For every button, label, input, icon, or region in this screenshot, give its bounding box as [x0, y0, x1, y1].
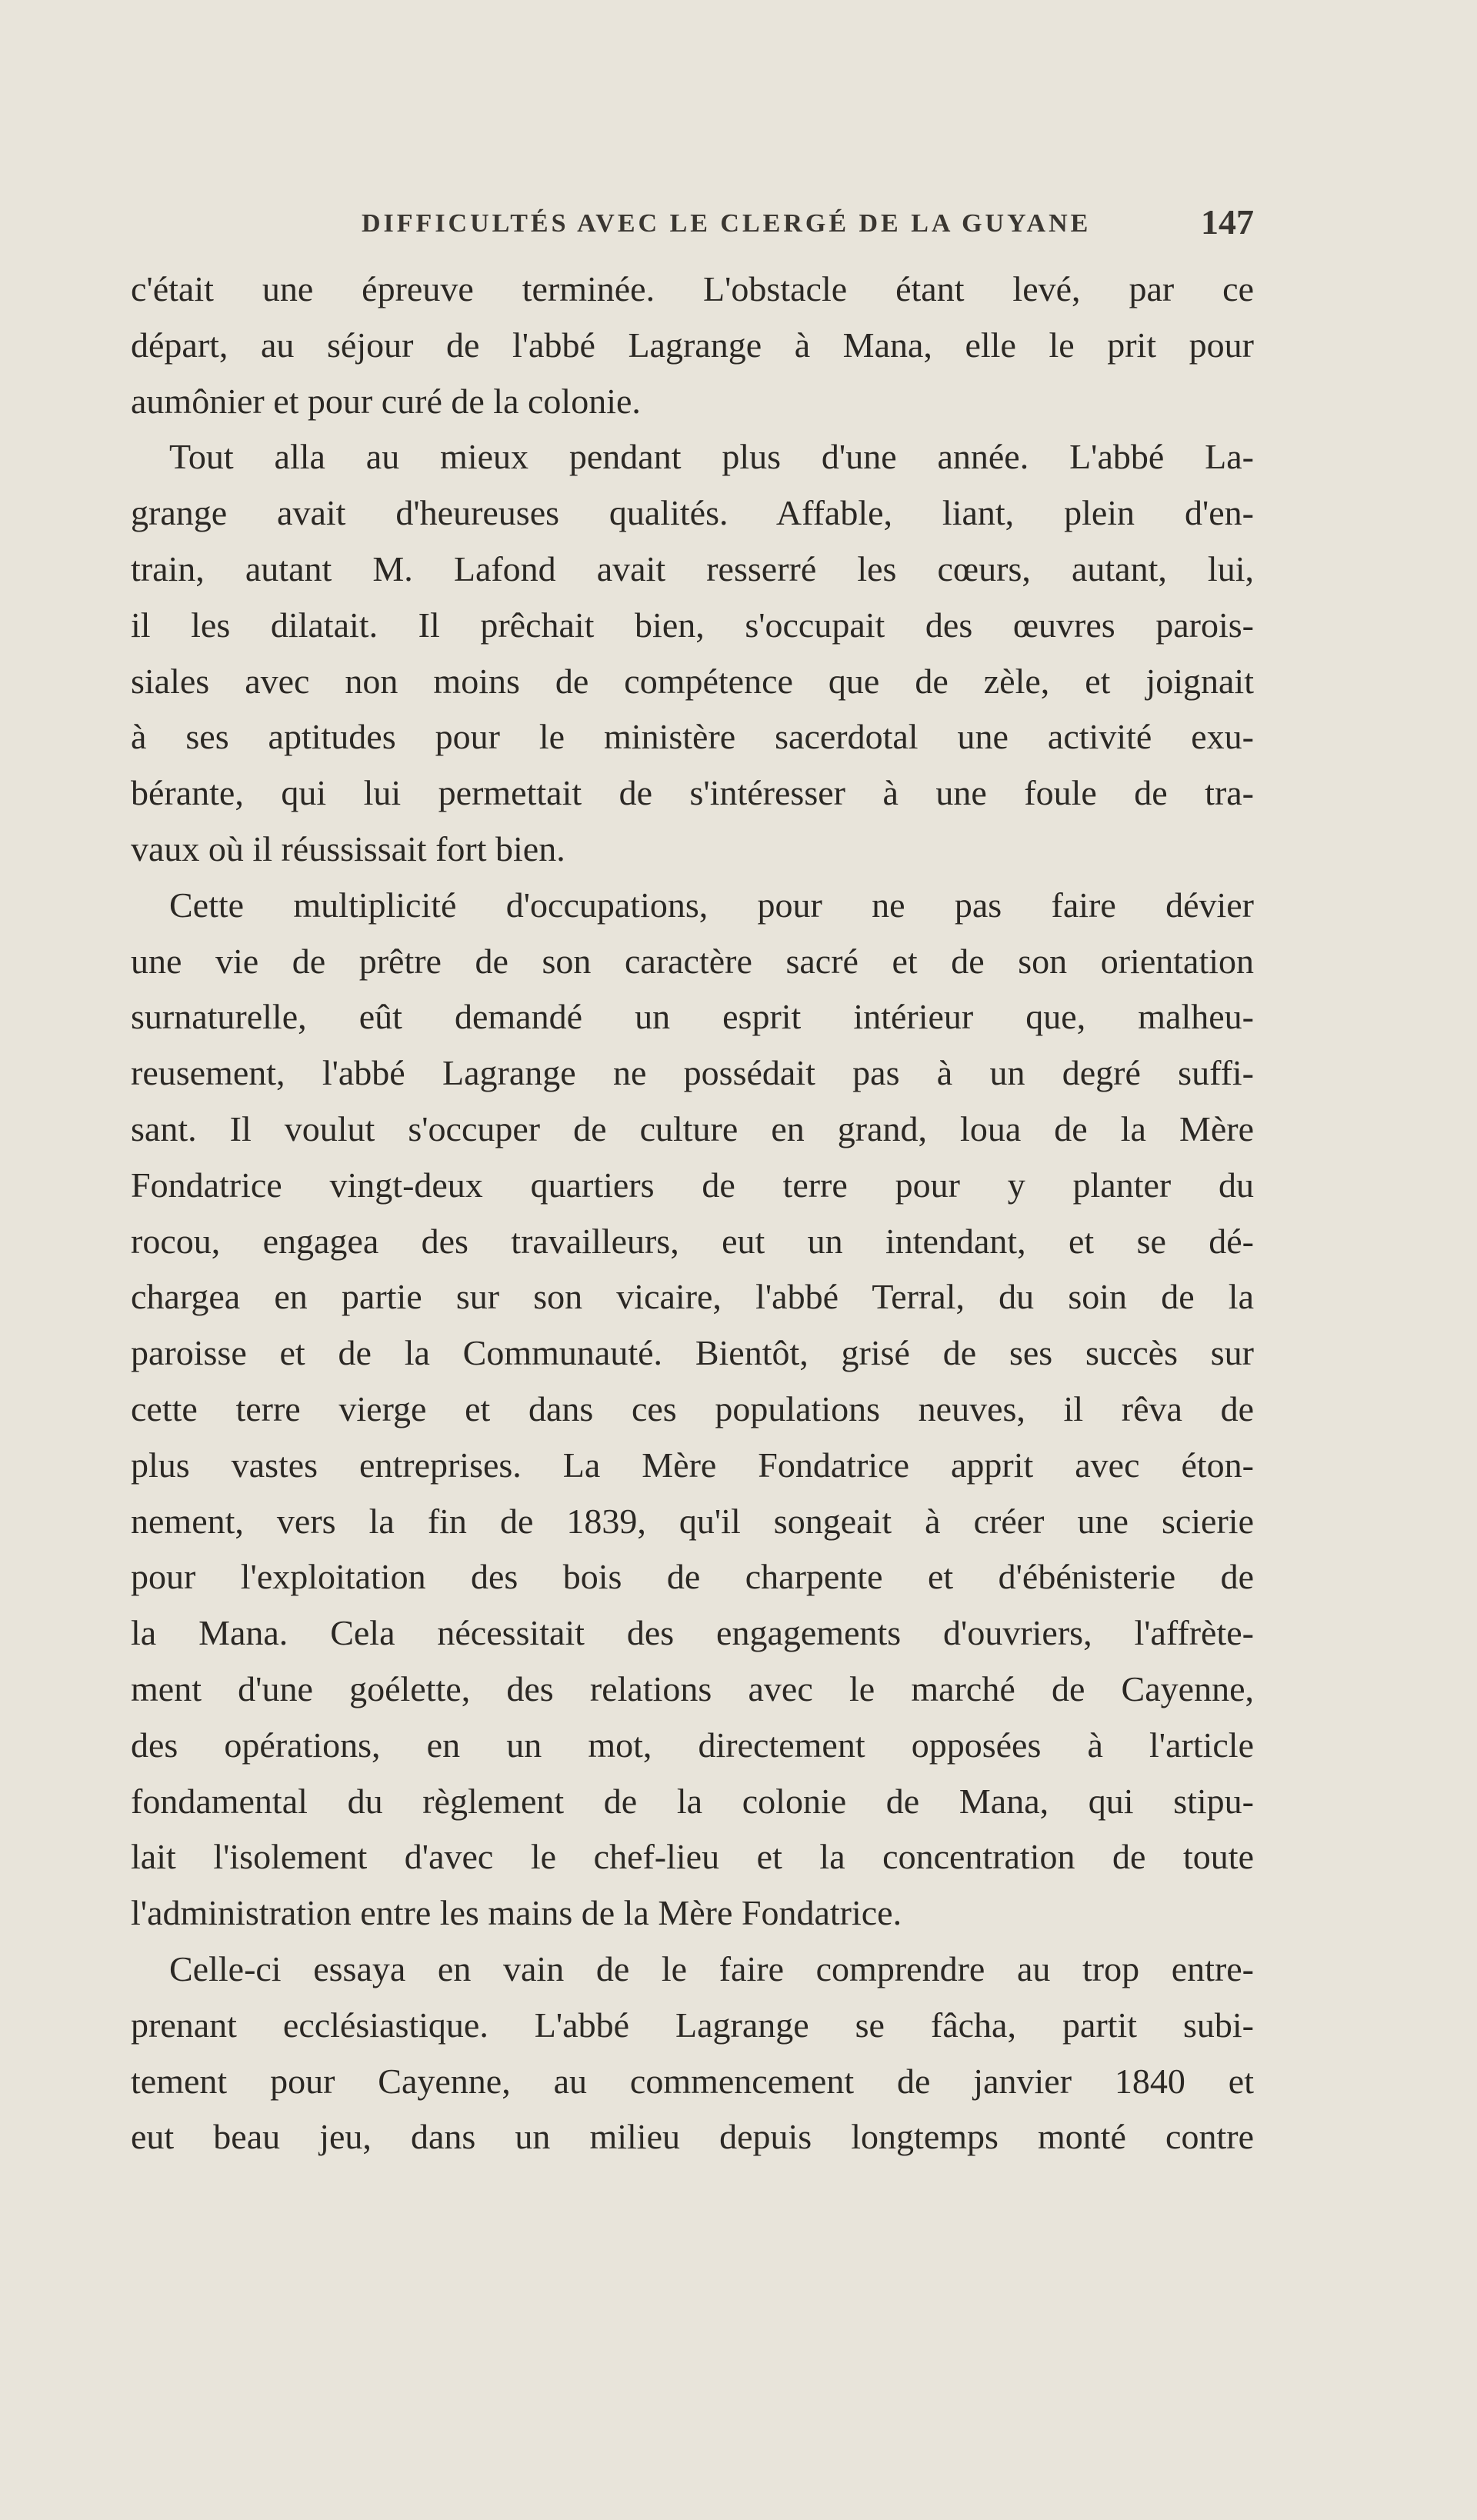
text-line: chargea en partie sur son vicaire, l'abbé Terral, du soin de la — [131, 1277, 1254, 1317]
text-line: vaux où il réussissait fort bien. — [131, 828, 565, 868]
text-line: Cette multiplicité d'occupations, pour ne pas faire dévier — [169, 885, 1254, 925]
text-line: pour l'exploitation des bois de charpente et d'ébénisterie de — [131, 1557, 1254, 1597]
text-line: une vie de prêtre de son caractère sacré et de son orientation — [131, 941, 1254, 981]
text-line: plus vastes entreprises. La Mère Fondatrice apprit avec éton- — [131, 1445, 1254, 1485]
text-line: à ses aptitudes pour le ministère sacerdotal une activité exu- — [131, 717, 1254, 757]
text-line: grange avait d'heureuses qualités. Affable, liant, plein d'en- — [131, 493, 1254, 533]
text-line: rocou, engagea des travailleurs, eut un intendant, et se dé- — [131, 1221, 1254, 1261]
text-line: des opérations, en un mot, directement opposées à l'article — [131, 1725, 1254, 1765]
text-line: Celle-ci essaya en vain de le faire comprendre au trop entre- — [169, 1948, 1254, 1988]
text-line: Fondatrice vingt-deux quartiers de terre pour y planter du — [131, 1165, 1254, 1205]
text-line: la Mana. Cela nécessitait des engagements d'ouvriers, l'affrète- — [131, 1613, 1254, 1653]
text-line: nement, vers la fin de 1839, qu'il songeait à créer une scierie — [131, 1501, 1254, 1541]
text-line: paroisse et de la Communauté. Bientôt, grisé de ses succès sur — [131, 1333, 1254, 1373]
text-line: lait l'isolement d'avec le chef-lieu et la concentration de toute — [131, 1837, 1254, 1877]
text-line: train, autant M. Lafond avait resserré les cœurs, autant, lui, — [131, 548, 1254, 588]
page-number: 147 — [1201, 202, 1254, 242]
running-head — [131, 202, 1254, 248]
running-title: DIFFICULTÉS AVEC LE CLERGÉ DE LA GUYANE — [362, 209, 1092, 238]
text-line: Tout alla au mieux pendant plus d'une année. L'abbé La- — [169, 437, 1254, 477]
text-line: il les dilatait. Il prêchait bien, s'occupait des œuvres parois- — [131, 605, 1254, 645]
text-line: ment d'une goélette, des relations avec le marché de Cayenne, — [131, 1668, 1254, 1708]
text-line: surnaturelle, eût demandé un esprit intérieur que, malheu- — [131, 997, 1254, 1037]
text-line: tement pour Cayenne, au commencement de janvier 1840 et — [131, 2061, 1254, 2101]
text-line: cette terre vierge et dans ces populations neuves, il rêva de — [131, 1388, 1254, 1428]
text-line: fondamental du règlement de la colonie de Mana, qui stipu- — [131, 1781, 1254, 1821]
body-text — [131, 262, 1254, 2165]
text-line: prenant ecclésiastique. L'abbé Lagrange se fâcha, partit subi- — [131, 2005, 1254, 2045]
text-line: bérante, qui lui permettait de s'intéresser à une foule de tra- — [131, 773, 1254, 813]
text-line: départ, au séjour de l'abbé Lagrange à Mana, elle le prit pour — [131, 325, 1254, 365]
text-line: siales avec non moins de compétence que de zèle, et joignait — [131, 661, 1254, 701]
text-line: eut beau jeu, dans un milieu depuis longtemps monté contre — [131, 2117, 1254, 2157]
text-line: aumônier et pour curé de la colonie. — [131, 381, 641, 421]
text-line: c'était une épreuve terminée. L'obstacle étant levé, par ce — [131, 269, 1254, 308]
text-line: l'administration entre les mains de la Mère Fondatrice. — [131, 1893, 902, 1933]
text-line: reusement, l'abbé Lagrange ne possédait pas à un degré suffi- — [131, 1053, 1254, 1093]
text-line: sant. Il voulut s'occuper de culture en grand, loua de la Mère — [131, 1108, 1254, 1148]
